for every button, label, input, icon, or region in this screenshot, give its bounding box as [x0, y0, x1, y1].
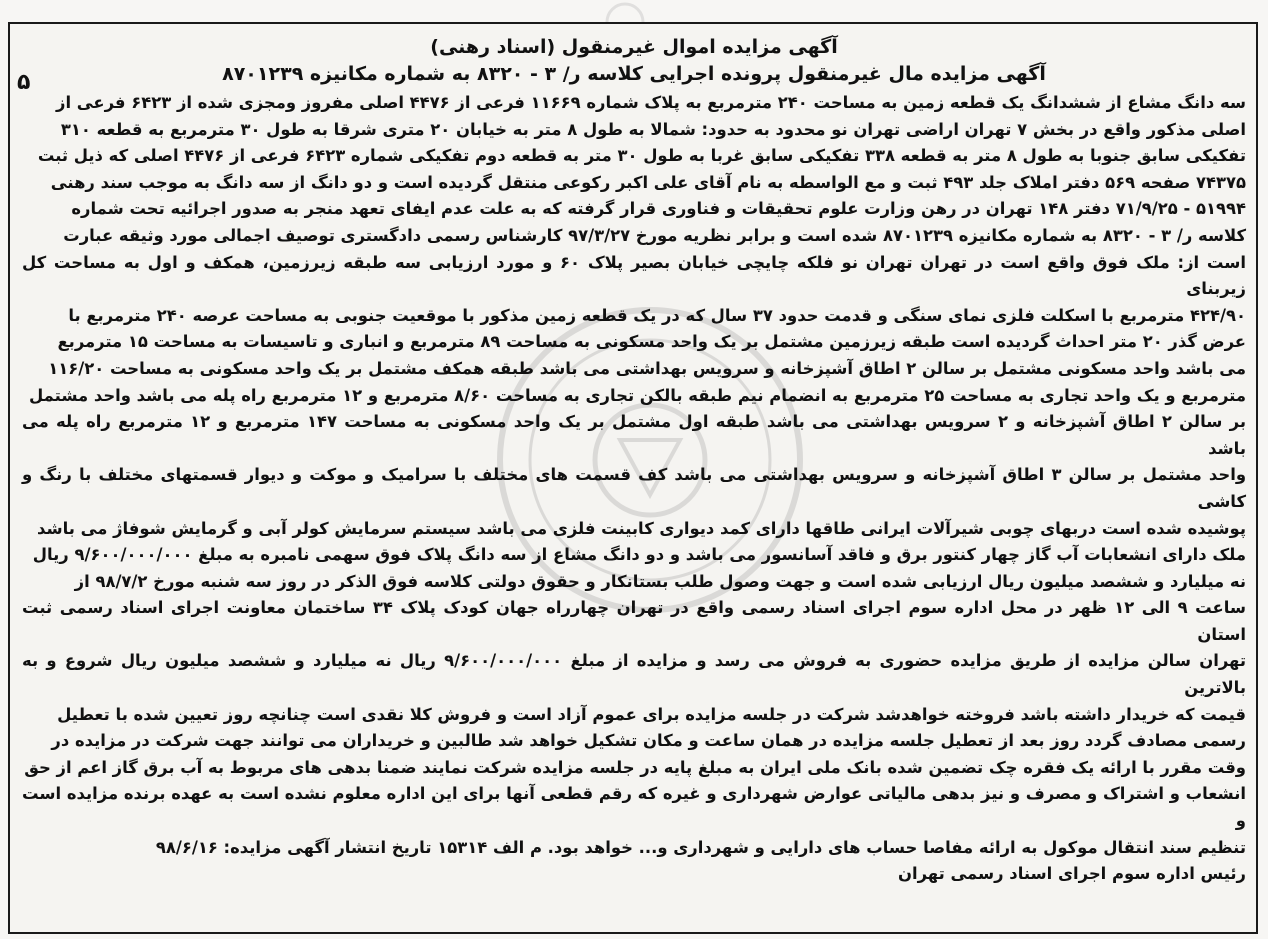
top-watermark-fragment	[560, 0, 690, 22]
body-line: قیمت که خریدار داشته باشد فروخته خواهدشد شرکت در جلسه مزایده برای عموم آزاد است و فروش کلا نقدی است چنانچه روز تعیین شده با تعطیل	[57, 704, 1246, 724]
signature-line: رئیس اداره سوم اجرای اسناد رسمی تهران	[897, 864, 1246, 884]
body-line: ملک دارای انشعابات آب گاز چهار کنتور برق و فاقد آسانسور می باشد و دو دانگ مشاع از سه دانگ پلاک فوق سهمی نامبره به مبلغ ۹/۶۰۰/۰۰۰/۰۰۰ ریال	[32, 545, 1246, 565]
body-line: ۵۱۹۹۴ - ۷۱/۹/۲۵ دفتر ۱۴۸ تهران در رهن وزارت علوم تحقیقات و فناوری قرار گرفته که به علت عدم ایفای تعهد منجر به صدور اجرائیه تحت شماره	[71, 199, 1246, 219]
body-line: عرض گذر ۲۰ متر احداث گردیده است طبقه زیرزمین مشتمل بر یک واحد مسکونی به مساحت ۸۹ مترمربع و انباری و تاسیسات به مساحت ۱۵ مترمربع	[57, 332, 1246, 352]
body-line: ۷۴۳۷۵ صفحه ۵۶۹ دفتر املاک جلد ۴۹۳ ثبت و مع الواسطه به نام آقای علی اکبر رکوعی منتقل گردیده است و دو دانگ از سه دانگ به موجب سند رهنی	[50, 172, 1246, 192]
body-line: اصلی مذکور واقع در بخش ۷ تهران اراضی تهران نو محدود به حدود: شمالا به طول ۸ متر به خیابان ۲۰ متری شرقا به طول ۳۰ مترمربع به قطعه ۳۱۰	[60, 119, 1246, 139]
body-line: است از: ملک فوق واقع است در تهران تهران نو فلکه چایچی خیابان بصیر پلاک ۶۰ و مورد ارزیابی سه طبقه زیرزمین، همکف و اول به مساحت کل زیربنای	[22, 252, 1246, 299]
body-line: تهران سالن مزایده از طریق مزایده حضوری به فروش می رسد و مزایده از مبلغ ۹/۶۰۰/۰۰۰/۰۰۰ ریال نه میلیارد و ششصد میلیون ریال شروع و به بالاترین	[22, 651, 1246, 698]
body-line: تنظیم سند انتقال موکول به ارائه مفاصا حساب های دارایی و شهرداری و... خواهد بود. م الف ۱۵۳۱۴ تاریخ انتشار آگهی مزایده: ۹۸/۶/۱۶	[155, 837, 1246, 857]
notice-subtitle: آگهی مزایده مال غیرمنقول پرونده اجرایی کلاسه ر/ ۳ - ۸۳۲۰ به شماره مکانیزه ۸۷۰۱۲۳۹	[222, 63, 1046, 85]
body-line: ساعت ۹ الی ۱۲ ظهر در محل اداره سوم اجرای اسناد رسمی واقع در تهران چهارراه جهان کودک پلاک ۳۴ ساختمان معاونت اجرای اسناد رسمی ثبت استان	[22, 598, 1246, 644]
body-line: نه میلیارد و ششصد میلیون ریال ارزیابی شده است و جهت وصول طلب بستانکار و حقوق دولتی کلاسه فوق الذکر در روز سه شنبه مورخ ۹۸/۷/۲ از	[74, 571, 1246, 591]
body-line: بر سالن ۲ اطاق آشپزخانه و ۲ سرویس بهداشتی می باشد طبقه اول مشتمل بر یک واحد مسکونی به مساحت ۱۴۷ مترمربع و ۱۲ مترمربع راه پله می باشد	[22, 412, 1246, 458]
issue-number: ۵	[17, 70, 31, 95]
body-line: پوشیده شده است دربهای چوبی شیرآلات ایرانی طاقها دارای کمد دیواری کابینت فلزی می باشد سیستم سرمایش کولر آبی و گرمایش شوفاژ می باشد	[37, 518, 1246, 538]
body-line: وقت مقرر با ارائه یک فقره چک تضمین شده بانک ملی ایران به مبلغ پایه در جلسه مزایده شرکت نمایند ضمنا بدهی های مربوط به آب برق گاز اعم از حق	[24, 757, 1246, 777]
body-line: انشعاب و اشتراک و مصرف و نیز بدهی مالیاتی عوارض شهرداری و غیره که رقم قطعی آنها برای این اداره معلوم نشده است به عهده برنده مزایده است و	[22, 784, 1246, 831]
auction-notice	[22, 34, 1246, 887]
body-line: ۴۲۴/۹۰ مترمربع با اسکلت فلزی نمای سنگی و قدمت حدود ۳۷ سال که در یک قطعه زمین مذکور با موقعیت جنوبی به مساحت عرصه ۲۴۰ مترمربع با	[68, 305, 1246, 325]
body-line: کلاسه ر/ ۳ - ۸۳۲۰ به شماره مکانیزه ۸۷۰۱۲۳۹ شده است و برابر نظریه مورخ ۹۷/۳/۲۷ کارشناس رسمی دادگستری توصیف اجمالی مورد وثیقه عبارت	[63, 225, 1246, 245]
body-line: مترمربع و یک واحد تجاری به مساحت ۲۵ مترمربع به انضمام نیم طبقه بالکن تجاری به مساحت ۸/۶۰ مترمربع و ۱۲ مترمربع راه پله می باشد واحد مشتمل	[29, 385, 1246, 405]
body-line: می باشد واحد مسکونی مشتمل بر سالن ۲ اطاق آشپزخانه و سرویس بهداشتی می باشد طبقه همکف مشتمل بر یک واحد مسکونی به مساحت ۱۱۶/۲۰	[48, 358, 1246, 378]
notice-title: آگهی مزایده اموال غیرمنقول (اسناد رهنی)	[430, 36, 838, 58]
body-line: سه دانگ مشاع از ششدانگ یک قطعه زمین به مساحت ۲۴۰ مترمربع به پلاک شماره ۱۱۶۶۹ فرعی از ۴۴۷۶ اصلی مفروز ومجزی شده از ۶۴۲۳ فرعی از	[56, 93, 1246, 112]
body-line: تفکیکی سابق جنوبا به طول ۸ متر به قطعه ۳۳۸ تفکیکی سابق غربا به طول ۳۰ متر به قطعه دوم تفکیکی شماره ۶۴۲۳ فرعی از ۴۴۷۶ اصلی که ذیل ثبت	[37, 146, 1246, 166]
body-line: واحد مشتمل بر سالن ۳ اطاق آشپزخانه و سرویس بهداشتی می باشد کف قسمت های مختلف با سرامیک و موکت و دیوار قسمتهای مختلف با رنگ و کاشی	[22, 465, 1247, 511]
notice-body	[22, 90, 1246, 861]
body-line: رسمی مصادف گردد روز بعد از تعطیل جلسه مزایده در همان ساعت و مکان تشکیل خواهد شد طالبین و خریداران می توانند جهت شرکت در مزایده در	[51, 731, 1246, 751]
